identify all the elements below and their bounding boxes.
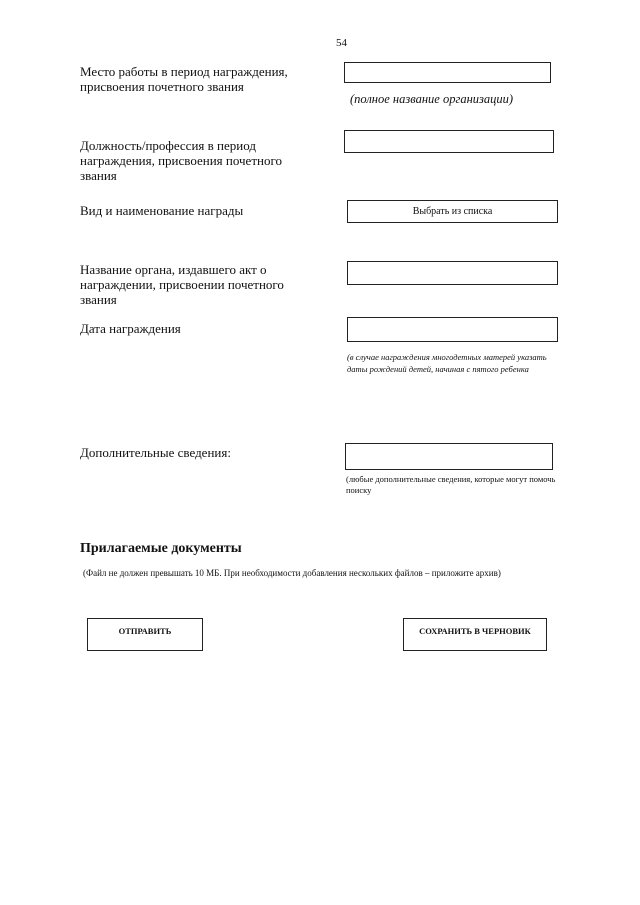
award-type-label: Вид и наименование награды bbox=[80, 203, 244, 218]
attachments-title: Прилагаемые документы bbox=[80, 541, 242, 556]
additional-info-hint: (любые дополнительные сведения, которые могут помочь поиску bbox=[346, 474, 556, 495]
workplace-input[interactable] bbox=[344, 62, 551, 83]
award-date-hint: (в случае награждения многодетных матерей указать даты рождений детей, начиная с пятого ребенка bbox=[347, 352, 547, 374]
issuing-body-input[interactable] bbox=[347, 261, 558, 285]
issuing-body-label: Название органа, издавшего акт о награждении, присвоении почетного звания bbox=[80, 262, 284, 307]
workplace-hint: (полное название организации) bbox=[350, 92, 514, 106]
submit-button[interactable]: ОТПРАВИТЬ bbox=[87, 618, 203, 651]
award-type-select-button[interactable]: Выбрать из списка bbox=[347, 200, 558, 223]
page-number: 54 bbox=[336, 37, 347, 49]
position-label: Должность/профессия в период награждения, присвоения почетного звания bbox=[80, 138, 282, 183]
position-input[interactable] bbox=[344, 130, 554, 153]
workplace-label: Место работы в период награждения, присвоения почетного звания bbox=[80, 64, 288, 94]
additional-info-input[interactable] bbox=[345, 443, 553, 470]
attachments-note: (Файл не должен превышать 10 МБ. При необходимости добавления нескольких файлов – приложите архив) bbox=[83, 568, 501, 578]
save-draft-button[interactable]: СОХРАНИТЬ В ЧЕРНОВИК bbox=[403, 618, 547, 651]
award-date-input[interactable] bbox=[347, 317, 558, 342]
award-date-label: Дата награждения bbox=[80, 321, 181, 336]
additional-info-label: Дополнительные сведения: bbox=[80, 445, 231, 460]
